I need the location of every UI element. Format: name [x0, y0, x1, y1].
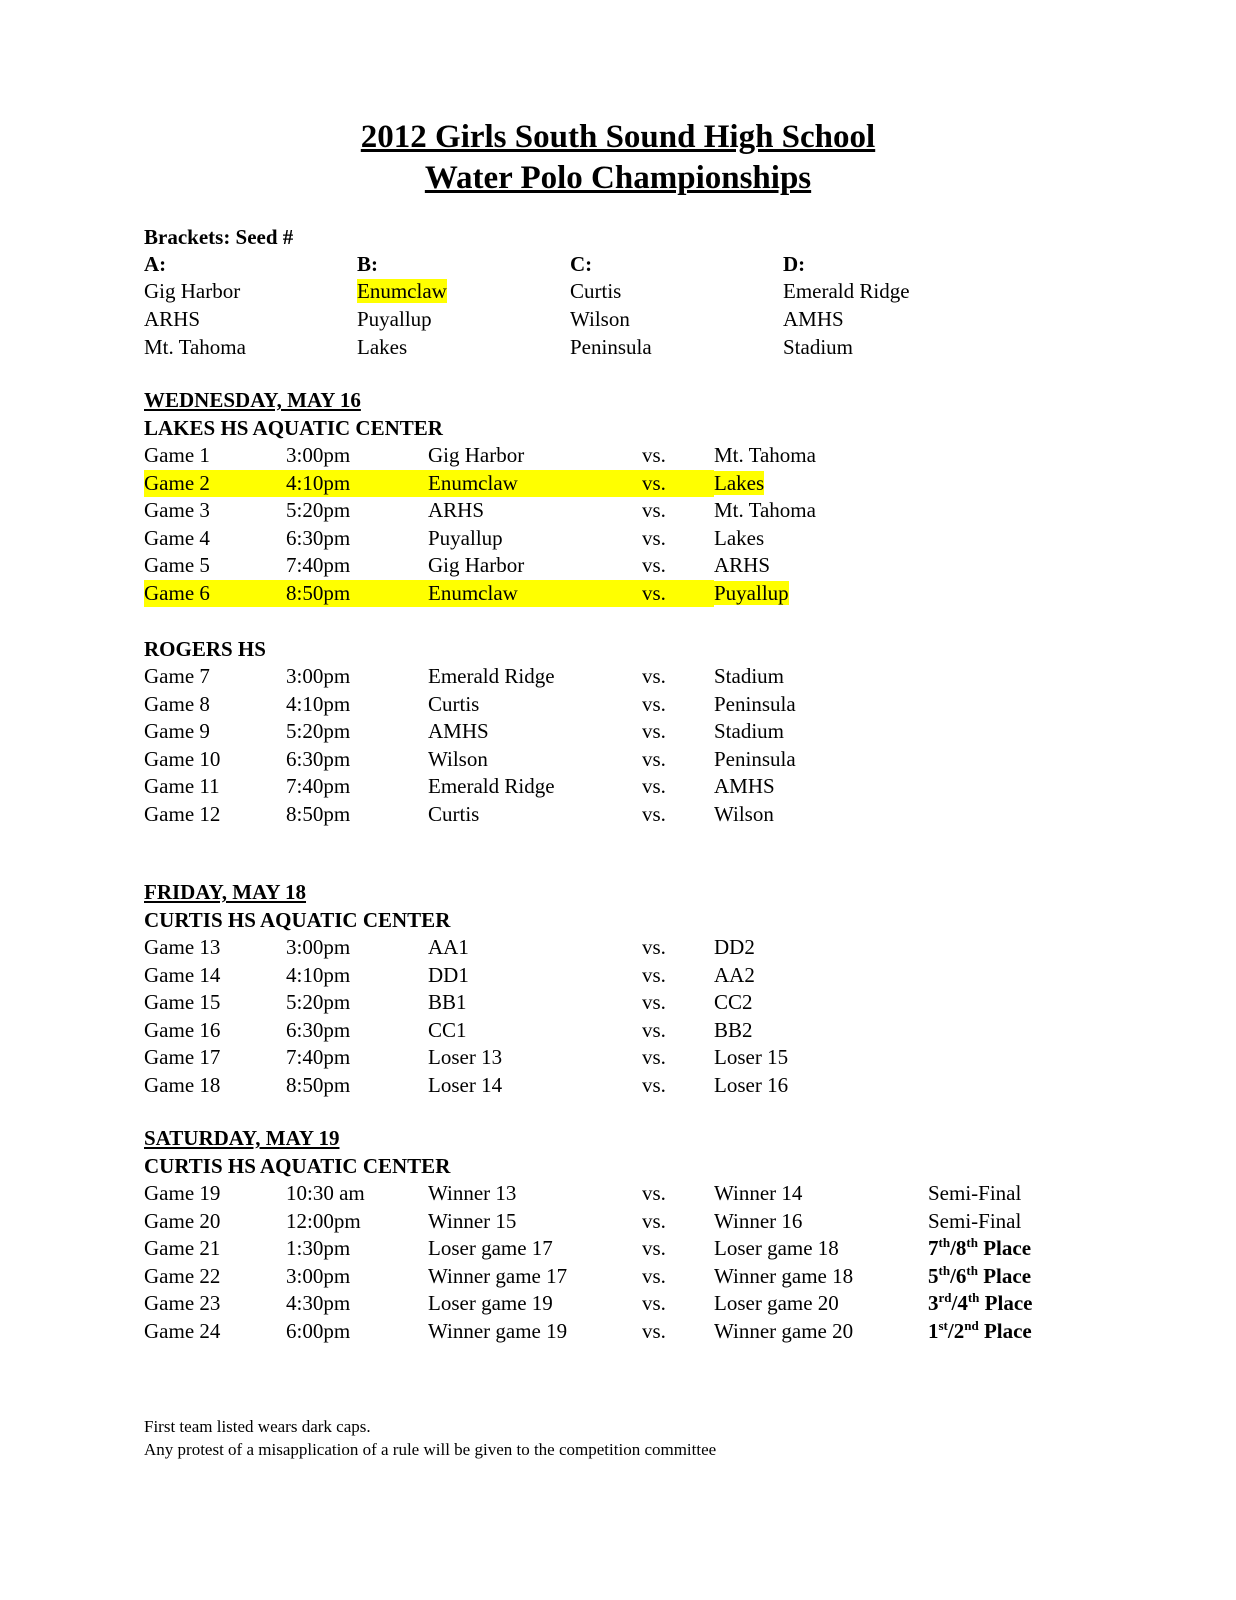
- bracket-head: C:: [570, 252, 593, 276]
- team-one: Wilson: [428, 746, 488, 771]
- game-time: 1:30pm: [286, 1236, 351, 1260]
- team-two-name: BB2: [714, 1017, 753, 1042]
- team-one: Emerald Ridge: [428, 664, 555, 688]
- game-time: 4:10pm: [286, 470, 428, 498]
- highlighted-team: Enumclaw: [357, 279, 447, 303]
- team-two-name: Winner game 18: [714, 1263, 854, 1288]
- schedule-row: [144, 1235, 1068, 1263]
- game-time: 6:30pm: [286, 746, 351, 771]
- versus-label: vs.: [642, 990, 666, 1014]
- team-two-name: Stadium: [714, 719, 785, 743]
- game-number: Game 10: [144, 746, 221, 771]
- game-number: Game 3: [144, 498, 210, 522]
- versus-label: vs.: [642, 553, 666, 577]
- team-one: Emerald Ridge: [428, 774, 555, 798]
- place-first: 1: [928, 1318, 939, 1343]
- game-time: 7:40pm: [286, 1045, 351, 1069]
- team-one: Gig Harbor: [428, 443, 525, 467]
- schedule-row: [144, 1180, 1068, 1208]
- place-second: 6: [955, 1263, 967, 1288]
- game-number: Game 2: [144, 470, 286, 498]
- place-label: 1st/2nd Place: [928, 1317, 1032, 1343]
- game-time: 8:50pm: [286, 1072, 351, 1097]
- game-number: Game 22: [144, 1263, 221, 1288]
- place-first-suffix: th: [938, 1262, 951, 1278]
- versus-label: vs.: [642, 935, 666, 959]
- team-two-name: DD2: [714, 935, 755, 959]
- team-two-name: Lakes: [714, 525, 765, 550]
- place-label: 7th/8th Place: [928, 1235, 1032, 1260]
- team-two: [714, 746, 928, 774]
- versus-label: vs.: [642, 1208, 666, 1233]
- team-two: [714, 525, 928, 553]
- team-two-name: Lakes: [714, 470, 765, 495]
- schedule-row: [144, 552, 928, 580]
- schedule-row: [144, 1072, 928, 1100]
- team-two-name: AA2: [714, 962, 755, 987]
- game-time: 6:30pm: [286, 1017, 351, 1042]
- bracket-head: A:: [144, 252, 167, 276]
- game-time: 5:20pm: [286, 990, 351, 1014]
- game-number: Game 9: [144, 719, 210, 743]
- team-two: [714, 1044, 928, 1072]
- place-second: 4: [957, 1291, 968, 1315]
- bracket-team: Wilson: [570, 307, 630, 331]
- game-number: Game 24: [144, 1318, 221, 1343]
- place-first: 7: [928, 1236, 939, 1260]
- team-two-name: Stadium: [714, 664, 785, 688]
- bracket-d: [783, 251, 996, 361]
- team-two-name: Loser game 18: [714, 1236, 839, 1260]
- bracket-b: [357, 251, 570, 361]
- team-two: [714, 1318, 928, 1346]
- versus-label: vs.: [642, 962, 666, 987]
- versus-label: vs.: [642, 1236, 666, 1260]
- schedule-row: [144, 1017, 928, 1045]
- game-time: 7:40pm: [286, 553, 351, 577]
- place-word: Place: [983, 1318, 1032, 1343]
- bracket-team: Stadium: [783, 335, 854, 359]
- team-one: Winner game 17: [428, 1263, 568, 1288]
- team-two-name: Puyallup: [714, 580, 789, 605]
- versus-label: vs.: [642, 719, 666, 743]
- team-two: [714, 470, 764, 498]
- game-time: 8:50pm: [286, 580, 428, 608]
- day-heading: FRIDAY, MAY 18: [144, 880, 307, 904]
- bracket-team: Curtis: [570, 279, 622, 303]
- team-one: Curtis: [428, 801, 480, 826]
- team-two-name: Loser 15: [714, 1045, 789, 1069]
- team-two: [714, 1263, 928, 1291]
- versus-label: vs.: [642, 443, 666, 467]
- game-number: Game 16: [144, 1017, 221, 1042]
- bracket-team: Mt. Tahoma: [144, 335, 246, 359]
- team-two-name: Wilson: [714, 801, 774, 826]
- game-time: 3:00pm: [286, 1263, 351, 1288]
- versus-label: vs.: [642, 691, 666, 716]
- team-one: Puyallup: [428, 525, 503, 550]
- game-number: Game 18: [144, 1072, 221, 1097]
- game-number: Game 13: [144, 935, 221, 959]
- game-number: Game 23: [144, 1291, 221, 1315]
- game-number: Game 8: [144, 691, 210, 716]
- schedule-row: [144, 1208, 1068, 1236]
- schedule-row: [144, 525, 928, 553]
- schedule-row: [144, 470, 928, 498]
- versus-label: vs.: [642, 1263, 666, 1288]
- versus-label: vs.: [642, 801, 666, 826]
- game-time: 6:00pm: [286, 1318, 351, 1343]
- game-number: Game 5: [144, 553, 210, 577]
- versus-label: vs.: [642, 746, 666, 771]
- versus-label: vs.: [642, 1181, 666, 1205]
- schedule-row: [144, 1044, 928, 1072]
- footer-notes: [144, 1415, 716, 1461]
- team-one: Enumclaw: [428, 470, 642, 498]
- schedule-row: [144, 801, 928, 829]
- schedule-row: [144, 962, 928, 990]
- bracket-team: Gig Harbor: [144, 279, 241, 303]
- place-second-suffix: th: [966, 1262, 978, 1278]
- game-time: 6:30pm: [286, 525, 351, 550]
- place-second: 2: [953, 1318, 965, 1343]
- day-heading: SATURDAY, MAY 19: [144, 1126, 340, 1150]
- team-two: [714, 1072, 928, 1100]
- team-two: [714, 1290, 928, 1318]
- bracket-team: AMHS: [783, 307, 844, 331]
- place-word: Place: [983, 1263, 1032, 1288]
- versus-label: vs.: [642, 1072, 666, 1097]
- game-number: Game 6: [144, 580, 286, 608]
- team-two: [714, 552, 928, 580]
- game-time: 12:00pm: [286, 1208, 361, 1233]
- page-title-line2: Water Polo Championships: [424, 160, 812, 196]
- venue-heading: LAKES HS AQUATIC CENTER: [144, 416, 443, 440]
- game-time: 4:10pm: [286, 962, 351, 987]
- bracket-c: [570, 251, 783, 361]
- game-number: Game 15: [144, 990, 221, 1014]
- game-time: 5:20pm: [286, 719, 351, 743]
- wednesday-schedule: [144, 386, 928, 828]
- day-heading: WEDNESDAY, MAY 16: [144, 388, 361, 412]
- team-one: Curtis: [428, 691, 480, 716]
- bracket-team: Peninsula: [570, 335, 652, 359]
- schedule-row: [144, 497, 928, 525]
- team-one: Loser 13: [428, 1045, 503, 1069]
- team-two-name: Peninsula: [714, 746, 796, 771]
- schedule-row: [144, 1318, 1068, 1346]
- team-one: AA1: [428, 935, 469, 959]
- place-second-suffix: th: [966, 1235, 978, 1250]
- team-one: Enumclaw: [428, 580, 642, 608]
- versus-label: vs.: [642, 1291, 666, 1315]
- schedule-row: [144, 580, 928, 608]
- place-first: 5: [928, 1263, 939, 1288]
- game-number: Game 20: [144, 1208, 221, 1233]
- game-time: 3:00pm: [286, 443, 351, 467]
- bracket-head: D:: [783, 252, 806, 276]
- team-two: [714, 989, 928, 1017]
- place-first-suffix: rd: [938, 1290, 952, 1305]
- game-number: Game 17: [144, 1045, 221, 1069]
- team-two-name: ARHS: [714, 553, 771, 577]
- team-two: [714, 442, 928, 470]
- schedule-row: [144, 989, 928, 1017]
- team-one: DD1: [428, 962, 469, 987]
- place-label: 3rd/4th Place: [928, 1290, 1033, 1315]
- team-one: Winner 15: [428, 1208, 517, 1233]
- team-two: [714, 691, 928, 719]
- round-label: Semi-Final: [928, 1208, 1022, 1233]
- game-time: 4:10pm: [286, 691, 351, 716]
- team-two: [714, 718, 928, 746]
- team-one: BB1: [428, 990, 467, 1014]
- schedule-row: [144, 1290, 1068, 1318]
- game-number: Game 7: [144, 664, 210, 688]
- game-time: 3:00pm: [286, 935, 351, 959]
- team-two: [714, 1017, 928, 1045]
- game-number: Game 1: [144, 443, 210, 467]
- venue-heading: CURTIS HS AQUATIC CENTER: [144, 908, 451, 932]
- team-two: [714, 1235, 928, 1263]
- team-two-name: Loser 16: [714, 1072, 789, 1097]
- versus-label: vs.: [642, 1318, 666, 1343]
- team-two: [714, 1180, 928, 1208]
- venue-heading: ROGERS HS: [144, 637, 266, 661]
- team-two: [714, 497, 928, 525]
- game-time: 8:50pm: [286, 801, 351, 826]
- team-two: [714, 773, 928, 801]
- friday-schedule: [144, 878, 928, 1099]
- schedule-row: [144, 1263, 1068, 1291]
- game-time: 5:20pm: [286, 498, 351, 522]
- versus-label: vs.: [642, 1017, 666, 1042]
- place-second-suffix: th: [967, 1290, 980, 1305]
- versus-label: vs.: [642, 580, 714, 608]
- team-two: [714, 962, 928, 990]
- footer-line: First team listed wears dark caps.: [144, 1417, 371, 1436]
- team-one: Loser game 17: [428, 1236, 553, 1260]
- bracket-team: ARHS: [144, 307, 201, 331]
- versus-label: vs.: [642, 774, 666, 798]
- team-two-name: AMHS: [714, 774, 775, 798]
- schedule-row: [144, 773, 928, 801]
- bracket-team: Lakes: [357, 335, 408, 359]
- team-two-name: Mt. Tahoma: [714, 443, 816, 467]
- game-number: Game 21: [144, 1236, 221, 1260]
- versus-label: vs.: [642, 664, 666, 688]
- schedule-row: [144, 691, 928, 719]
- place-first-suffix: th: [938, 1235, 951, 1250]
- team-two-name: Winner game 20: [714, 1318, 854, 1343]
- schedule-row: [144, 934, 928, 962]
- team-one: Loser game 19: [428, 1291, 553, 1315]
- team-one: Loser 14: [428, 1072, 503, 1097]
- team-two-name: CC2: [714, 990, 753, 1014]
- bracket-team: Emerald Ridge: [783, 279, 910, 303]
- team-one: Winner 13: [428, 1181, 517, 1205]
- team-two: [714, 580, 789, 608]
- place-second: 8: [955, 1236, 967, 1260]
- game-number: Game 4: [144, 525, 210, 550]
- game-number: Game 19: [144, 1181, 221, 1205]
- team-two-name: Peninsula: [714, 691, 796, 716]
- team-one: CC1: [428, 1017, 467, 1042]
- game-time: 7:40pm: [286, 774, 351, 798]
- brackets-block: [144, 223, 996, 361]
- team-two: [714, 663, 928, 691]
- game-time: 3:00pm: [286, 664, 351, 688]
- place-second-suffix: nd: [964, 1317, 979, 1333]
- page-title-line1: 2012 Girls South Sound High School: [360, 119, 876, 155]
- team-two: [714, 1208, 928, 1236]
- game-number: Game 12: [144, 801, 221, 826]
- game-time: 4:30pm: [286, 1291, 351, 1315]
- schedule-row: [144, 718, 928, 746]
- team-two-name: Loser game 20: [714, 1291, 839, 1315]
- team-two-name: Mt. Tahoma: [714, 498, 816, 522]
- bracket-a: [144, 251, 357, 361]
- bracket-team-highlighted: [357, 277, 570, 305]
- team-two-name: Winner 16: [714, 1208, 803, 1233]
- versus-label: vs.: [642, 498, 666, 522]
- game-number: Game 11: [144, 774, 220, 798]
- bracket-head: B:: [357, 252, 378, 276]
- place-word: Place: [983, 1236, 1032, 1260]
- saturday-schedule: [144, 1124, 1068, 1345]
- game-time: 10:30 am: [286, 1181, 365, 1205]
- place-label: 5th/6th Place: [928, 1262, 1032, 1288]
- team-one: Gig Harbor: [428, 553, 525, 577]
- team-two-name: Winner 14: [714, 1181, 803, 1205]
- brackets-label: Brackets: Seed #: [144, 225, 294, 249]
- schedule-row: [144, 663, 928, 691]
- venue-heading: CURTIS HS AQUATIC CENTER: [144, 1154, 451, 1178]
- team-one: ARHS: [428, 498, 485, 522]
- place-first: 3: [928, 1291, 939, 1315]
- bracket-team: Puyallup: [357, 307, 432, 331]
- versus-label: vs.: [642, 525, 666, 550]
- team-two: [714, 801, 928, 829]
- team-two: [714, 934, 928, 962]
- game-number: Game 14: [144, 962, 221, 987]
- versus-label: vs.: [642, 1045, 666, 1069]
- schedule-row: [144, 746, 928, 774]
- place-word: Place: [984, 1291, 1033, 1315]
- footer-line: Any protest of a misapplication of a rule will be given to the competition committee: [144, 1440, 717, 1459]
- versus-label: vs.: [642, 470, 714, 498]
- place-first-suffix: st: [938, 1317, 948, 1333]
- round-label: Semi-Final: [928, 1181, 1022, 1205]
- team-one: Winner game 19: [428, 1318, 568, 1343]
- team-one: AMHS: [428, 719, 489, 743]
- schedule-row: [144, 442, 928, 470]
